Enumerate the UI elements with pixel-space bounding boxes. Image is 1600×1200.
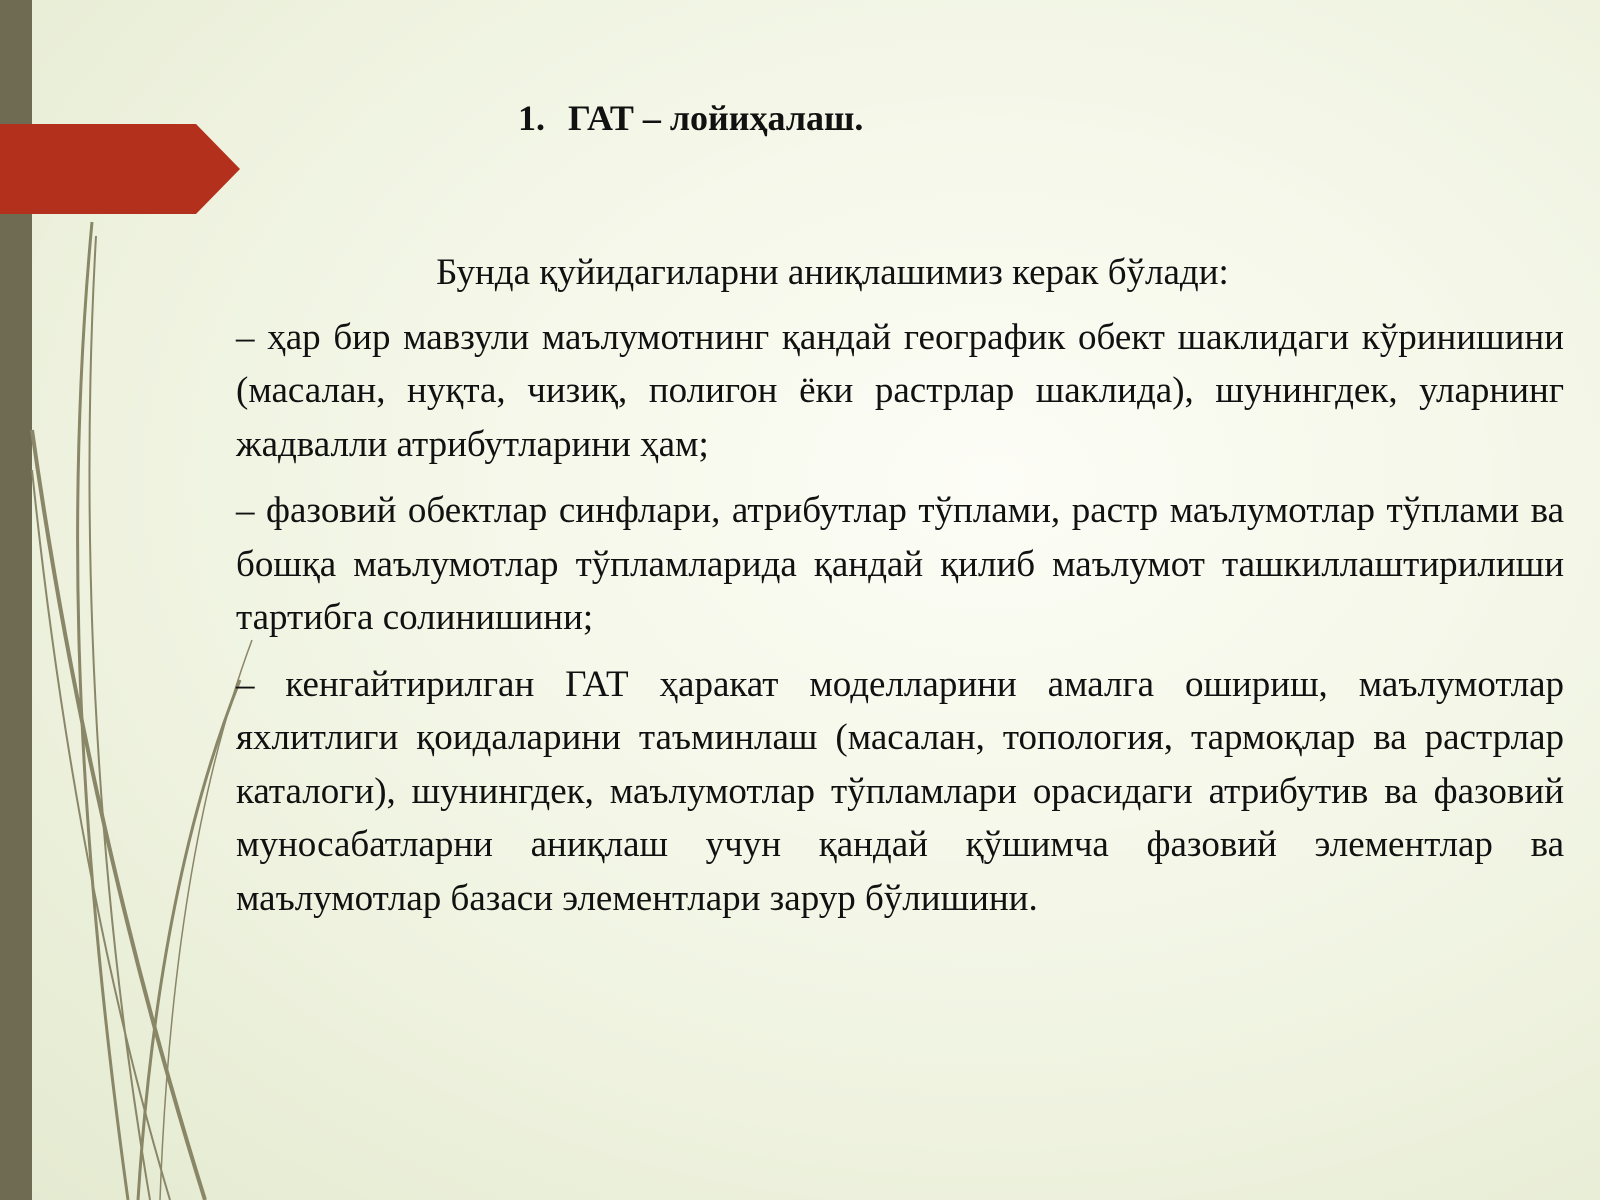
- red-arrow-flag: [0, 124, 240, 214]
- title-text: ГАТ – лойиҳалаш.: [568, 98, 864, 138]
- paragraph-1: – ҳар бир мавзули маълумотнинг қандай географик обект шаклидаги кўринишини (масалан, нуқта, чизиқ, полигон ёки растрлар шаклида), шунингдек, уларнинг жадвалли атрибутларини ҳам;: [236, 316, 1564, 465]
- deco-curve-5: [138, 680, 240, 1200]
- deco-curve-4: [32, 470, 170, 1200]
- slide-title: [518, 96, 863, 140]
- deco-curve-2: [90, 236, 150, 1200]
- arrow-shape: [0, 124, 240, 214]
- slide-body: [236, 246, 1564, 938]
- deco-curve-1: [78, 222, 128, 1200]
- paragraph-3: – кенгайтирилган ГАТ ҳаракат моделларини амалга ошириш, маълумотлар яхлитлиги қоидаларини таъминлаш (масалан, топология, тармоқлар ва растрлар каталоги), шунингдек, маълумотлар тўпламлари орасидаги атрибутив ва фазовий муносабатларни аниқлаш учун қандай қўшимча фазовий элементлар ва маълумотлар базаси элементлари зарур бўлишини.: [236, 663, 1564, 919]
- deco-curve-3: [32, 430, 205, 1200]
- intro-line: Бунда қуйидагиларни аниқлашимиз керак бўлади:: [436, 252, 1229, 293]
- title-number: 1.: [518, 98, 545, 138]
- paragraph-2: – фазовий обектлар синфлари, атрибутлар тўплами, растр маълумотлар тўплами ва бошқа маълумотлар тўпламларида қандай қилиб маълумот ташкиллаштирилиши тартибга солинишини;: [236, 490, 1564, 638]
